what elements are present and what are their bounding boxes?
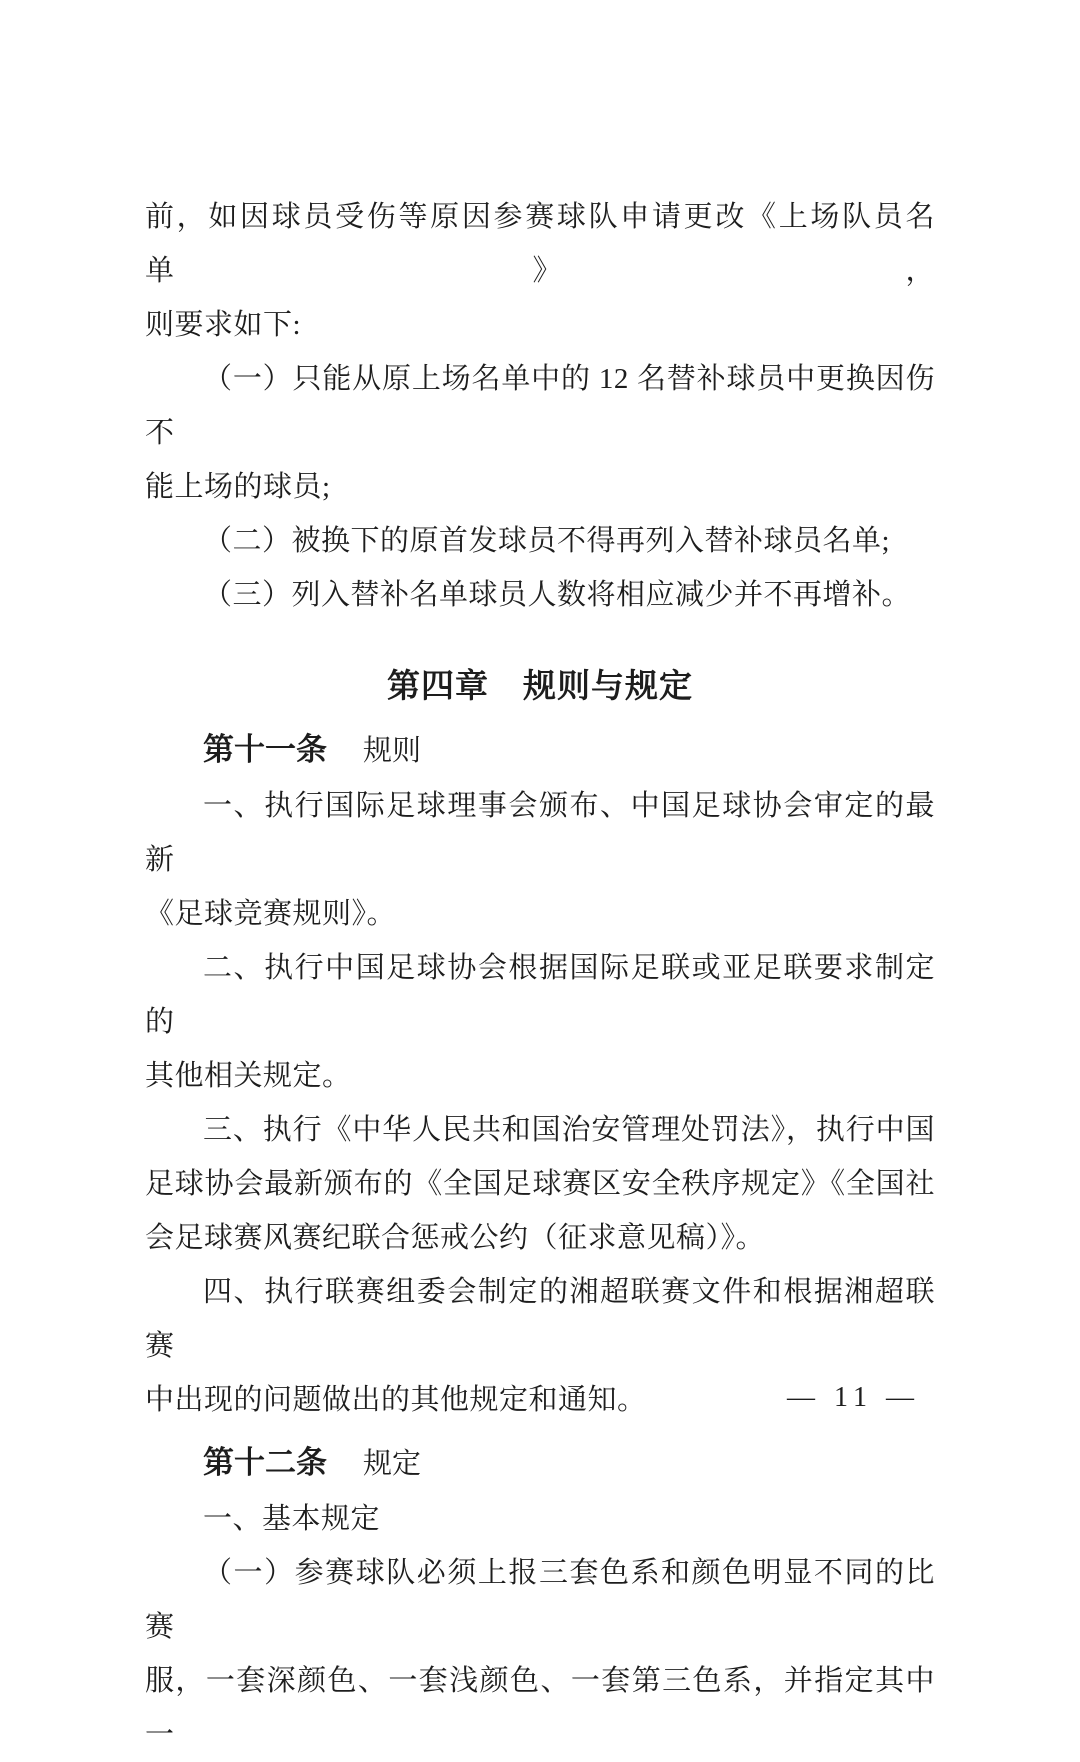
text-line: 四、执行联赛组委会制定的湘超联赛文件和根据湘超联赛: [145, 1276, 935, 1362]
text-line: 则要求如下:: [145, 309, 302, 341]
text-line: 其他相关规定。: [145, 1060, 352, 1092]
text-column: [145, 190, 935, 1762]
text-line: 足球协会最新颁布的《全国足球赛区安全秩序规定》《全国社: [145, 1168, 935, 1200]
article-title: 规定: [363, 1448, 422, 1480]
text-line: 能上场的球员;: [145, 471, 331, 503]
article-number: 第十一条: [203, 732, 327, 767]
article-heading: [145, 722, 935, 779]
text-line: 一、执行国际足球理事会颁布、中国足球协会审定的最新: [145, 790, 935, 876]
article-number: 第十二条: [203, 1445, 327, 1480]
text-line: （三）列入替补名单球员人数将相应减少并不再增补。: [203, 579, 912, 611]
article-title: 规则: [363, 735, 422, 767]
text-line: 前，如因球员受伤等原因参赛球队申请更改《上场队员名单》，: [145, 201, 935, 287]
article-heading: [145, 1435, 935, 1492]
text-line: （一）只能从原上场名单中的 12 名替补球员中更换因伤不: [145, 363, 935, 449]
text-line: 一、基本规定: [203, 1503, 381, 1535]
text-line: 中出现的问题做出的其他规定和通知。: [145, 1384, 647, 1416]
text-line: 服，一套深颜色、一套浅颜色、一套第三色系，并指定其中一: [145, 1665, 935, 1751]
text-line: 三、执行《中华人民共和国治安管理处罚法》，执行中国: [203, 1114, 935, 1146]
chapter-heading: 第四章 规则与规定: [387, 667, 693, 704]
text-line: 二、执行中国足球协会根据国际足联或亚足联要求制定的: [145, 952, 935, 1038]
text-line: 《足球竞赛规则》。: [145, 898, 397, 930]
text-line: 会足球赛风赛纪联合惩戒公约（征求意见稿）》。: [145, 1222, 766, 1254]
page-number: — 11 —: [787, 1382, 920, 1413]
text-line: （一）参赛球队必须上报三套色系和颜色明显不同的比赛: [145, 1557, 935, 1643]
text-line: （二）被换下的原首发球员不得再列入替补球员名单;: [203, 525, 891, 557]
